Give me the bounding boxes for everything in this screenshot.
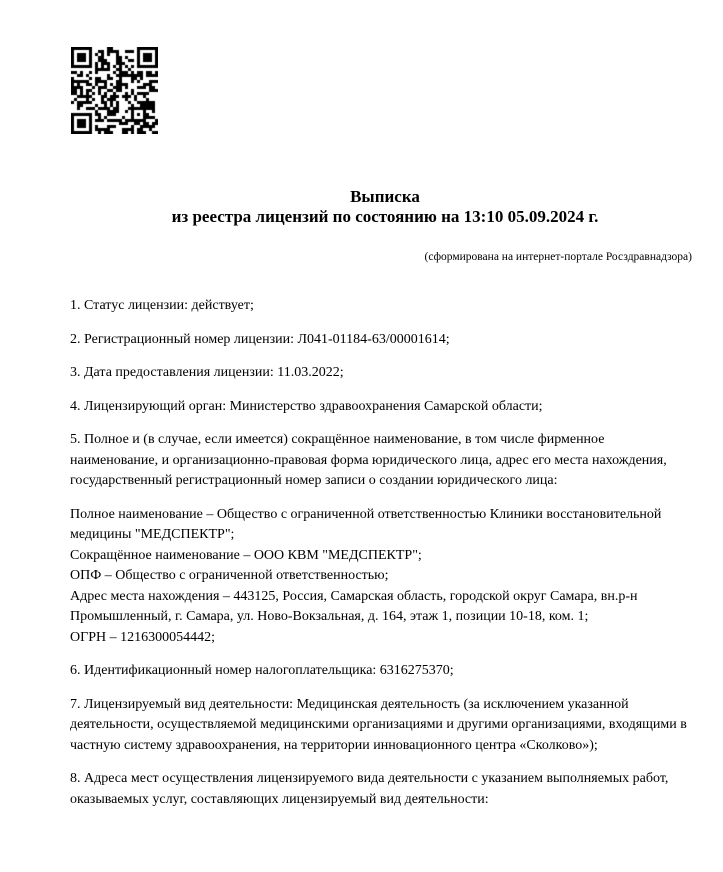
org-address: Адрес места нахождения – 443125, Россия, Самарская область, городской округ Самара, вн.р-н Промышленный, г. Самара, ул. Ново-Вокзальная, д. 164, этаж 1, позиции 10-18, ком. 1;	[70, 588, 638, 624]
title-line-2: из реестра лицензий по состоянию на 13:10 05.09.2024 г.	[171, 207, 599, 226]
item-4-licensing-authority: 4. Лицензирующий орган: Министерство здравоохранения Самарской области;	[70, 398, 543, 414]
qr-code	[71, 47, 158, 134]
formation-note: (сформирована на интернет-портале Росздравнадзора)	[424, 251, 692, 263]
item-5-org-info-heading: 5. Полное и (в случае, если имеется) сокращённое наименование, в том числе фирменное наименование, и организационно-правовая форма юридического лица, адрес его места нахождения, государственный регистрационный номер записи о создании юридического лица:	[70, 432, 667, 488]
item-1-license-status: 1. Статус лицензии: действует;	[70, 298, 254, 313]
document-body	[70, 296, 690, 823]
item-6-taxpayer-number: 6. Идентификационный номер налогоплательщика: 6316275370;	[70, 663, 454, 678]
item-2-registration-number: 2. Регистрационный номер лицензии: Л041-01184-63/00001614;	[70, 331, 450, 347]
org-legal-form: ОПФ – Общество с ограниченной ответственностью;	[70, 568, 389, 583]
org-ogrn: ОГРН – 1216300054442;	[70, 629, 215, 645]
org-short-name: Сокращённое наименование – ООО КВМ "МЕДСПЕКТР";	[70, 547, 422, 563]
document-title	[70, 187, 700, 227]
org-full-name: Полное наименование – Общество с ограниченной ответственностью Клиники восстановительной медицины "МЕДСПЕКТР";	[70, 506, 662, 542]
item-8-activity-addresses: 8. Адреса мест осуществления лицензируемого вида деятельности с указанием выполняемых работ, оказываемых услуг, составляющих лицензируемый вид деятельности:	[70, 771, 669, 807]
item-3-grant-date: 3. Дата предоставления лицензии: 11.03.2022;	[70, 365, 344, 380]
item-7-licensed-activity: 7. Лицензируемый вид деятельности: Медицинская деятельность (за исключением указанной деятельности, осуществляемой медицинскими организациями и другими организациями, входящими в частную систему здравоохранения, на территории инновационного центра «Сколково»);	[70, 696, 687, 753]
organization-details	[70, 505, 690, 649]
title-line-1: Выписка	[350, 187, 420, 206]
